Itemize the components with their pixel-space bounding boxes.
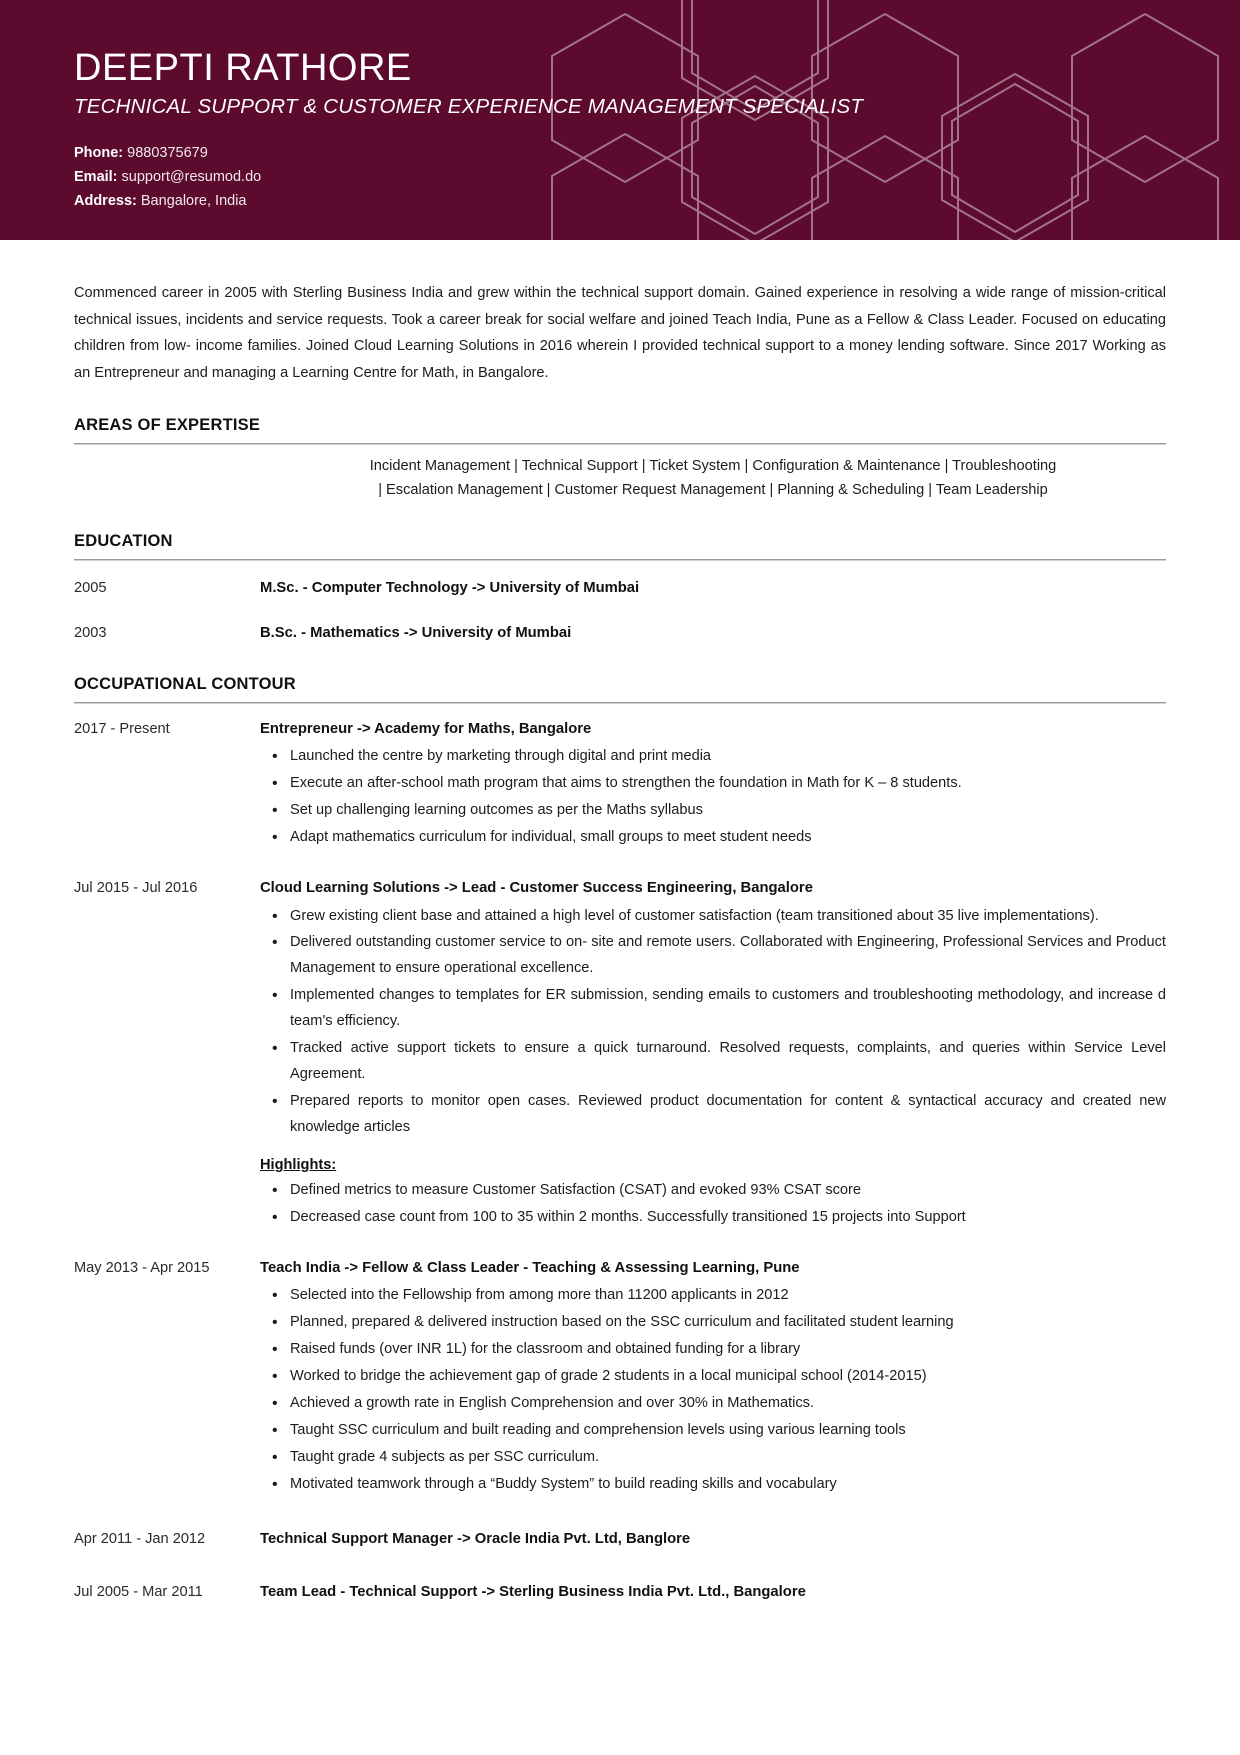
section-heading-education: EDUCATION: [74, 532, 173, 551]
experience-dates: Jul 2005 - Mar 2011: [74, 1583, 203, 1600]
experience-title: Entrepreneur -> Academy for Maths, Bangalore: [260, 721, 592, 738]
bullet-item: • Execute an after-school math program that aims to strengthen the foundation in Math for K – 8 students.: [260, 771, 1166, 797]
experience-bullets: [260, 744, 1166, 851]
education-item: [74, 577, 1166, 600]
experience-bullets: [260, 904, 1166, 1142]
experience-dates: Jul 2015 - Jul 2016: [74, 880, 198, 897]
experience-dates: Apr 2011 - Jan 2012: [74, 1531, 206, 1548]
section-divider: [74, 702, 1166, 704]
expertise-list: [74, 455, 1166, 502]
email-label: Email:: [74, 168, 118, 185]
address-value: Bangalore, India: [140, 193, 247, 210]
phone-label: Phone:: [74, 144, 124, 161]
experience-dates: 2017 - Present: [74, 721, 170, 738]
email-value: support@resumod.do: [121, 168, 262, 185]
bullet-item: • Implemented changes to templates for ER submission, sending emails to customers and troubleshooting methodology, and increase d team's efficiency.: [260, 983, 1166, 1035]
bullet-item: • Taught grade 4 subjects as per SSC curriculum.: [260, 1445, 1166, 1471]
bullet-item: • Prepared reports to monitor open cases. Reviewed product documentation for content & syntactical accuracy and created new knowledge articles: [260, 1089, 1166, 1141]
bullet-item: • Grew existing client base and attained a high level of customer satisfaction (team transitioned about 35 live implementations).: [260, 904, 1166, 930]
education-degree: B.Sc. - Mathematics -> University of Mumbai: [260, 625, 572, 642]
section-areas-of-expertise: [74, 416, 1166, 502]
highlights-label: Highlights:: [260, 1157, 337, 1174]
experience-item: [74, 1581, 1166, 1604]
experience-title: Team Lead - Technical Support -> Sterling Business India Pvt. Ltd., Bangalore: [260, 1583, 806, 1600]
expertise-line: | Escalation Management | Customer Request Management | Planning & Scheduling | Team Leadership: [378, 481, 1048, 498]
bullet-item: • Defined metrics to measure Customer Satisfaction (CSAT) and evoked 93% CSAT score: [260, 1178, 1166, 1204]
bullet-item: • Delivered outstanding customer service to on- site and remote users. Collaborated with Engineering, Professional Services and Product Management to ensure operational excellence.: [260, 930, 1166, 982]
experience-item: [74, 718, 1166, 851]
experience-title: Cloud Learning Solutions -> Lead - Customer Success Engineering, Bangalore: [260, 880, 813, 897]
section-divider: [74, 559, 1166, 561]
phone-value: 9880375679: [127, 144, 208, 161]
resume-body: [0, 280, 1240, 1604]
bullet-item: • Worked to bridge the achievement gap of grade 2 students in a local municipal school (2014-2015): [260, 1364, 1166, 1390]
experience-title: Teach India -> Fellow & Class Leader - Teaching & Assessing Learning, Pune: [260, 1260, 800, 1277]
section-education: [74, 532, 1166, 645]
education-year: 2005: [74, 580, 107, 597]
section-heading-experience: OCCUPATIONAL CONTOUR: [74, 675, 296, 694]
bullet-item: • Set up challenging learning outcomes as per the Maths syllabus: [260, 798, 1166, 824]
education-year: 2003: [74, 625, 107, 642]
education-item: [74, 622, 1166, 645]
highlights-bullets: [260, 1178, 1166, 1231]
bullet-item: • Tracked active support tickets to ensure a quick turnaround. Resolved requests, complaints, and queries within Service Level Agreement.: [260, 1036, 1166, 1088]
bullet-item: • Raised funds (over INR 1L) for the classroom and obtained funding for a library: [260, 1337, 1166, 1363]
experience-dates: May 2013 - Apr 2015: [74, 1260, 210, 1277]
resume-header: [0, 0, 1240, 240]
professional-tagline: TECHNICAL SUPPORT & CUSTOMER EXPERIENCE MANAGEMENT SPECIALIST: [74, 95, 864, 119]
contact-email: [74, 165, 1240, 189]
contact-block: [74, 141, 1240, 214]
contact-address: [74, 189, 1240, 213]
experience-title: Technical Support Manager -> Oracle India Pvt. Ltd, Banglore: [260, 1531, 691, 1548]
page-title: DEEPTI RATHORE: [74, 47, 412, 89]
bullet-item: • Adapt mathematics curriculum for individual, small groups to meet student needs: [260, 825, 1166, 851]
bullet-item: • Decreased case count from 100 to 35 within 2 months. Successfully transitioned 15 projects into Support: [260, 1205, 1166, 1231]
section-heading-expertise: AREAS OF EXPERTISE: [74, 416, 261, 435]
contact-phone: [74, 141, 1240, 165]
experience-item: [74, 1528, 1166, 1551]
bullet-item: • Selected into the Fellowship from among more than 11200 applicants in 2012: [260, 1283, 1166, 1309]
section-divider: [74, 443, 1166, 445]
bullet-item: • Planned, prepared & delivered instruction based on the SSC curriculum and facilitated student learning: [260, 1310, 1166, 1336]
bullet-item: • Launched the centre by marketing through digital and print media: [260, 744, 1166, 770]
experience-bullets: [260, 1283, 1166, 1498]
education-degree: M.Sc. - Computer Technology -> University of Mumbai: [260, 580, 640, 597]
experience-item: [74, 1257, 1166, 1498]
address-label: Address:: [74, 193, 137, 210]
bullet-item: • Achieved a growth rate in English Comprehension and over 30% in Mathematics.: [260, 1391, 1166, 1417]
expertise-line: Incident Management | Technical Support | Ticket System | Configuration & Maintenance | Troubleshooting: [369, 458, 1057, 475]
bullet-item: • Motivated teamwork through a “Buddy System” to build reading skills and vocabulary: [260, 1472, 1166, 1498]
section-experience: [74, 675, 1166, 1604]
professional-summary: Commenced career in 2005 with Sterling Business India and grew within the technical support domain. Gained experience in resolving a wide range of mission-critical technical issues, incidents and service requests. Took a career break for social welfare and joined Teach India, Pune as a Fellow & Class Leader. Focused on educating children from low- income families. Joined Cloud Learning Solutions in 2016 wherein I provided technical support to a money lending software. Since 2017 Working as an Entrepreneur and managing a Learning Centre for Math, in Bangalore.: [74, 285, 1166, 381]
experience-item: [74, 877, 1166, 1231]
bullet-item: • Taught SSC curriculum and built reading and comprehension levels using various learning tools: [260, 1418, 1166, 1444]
